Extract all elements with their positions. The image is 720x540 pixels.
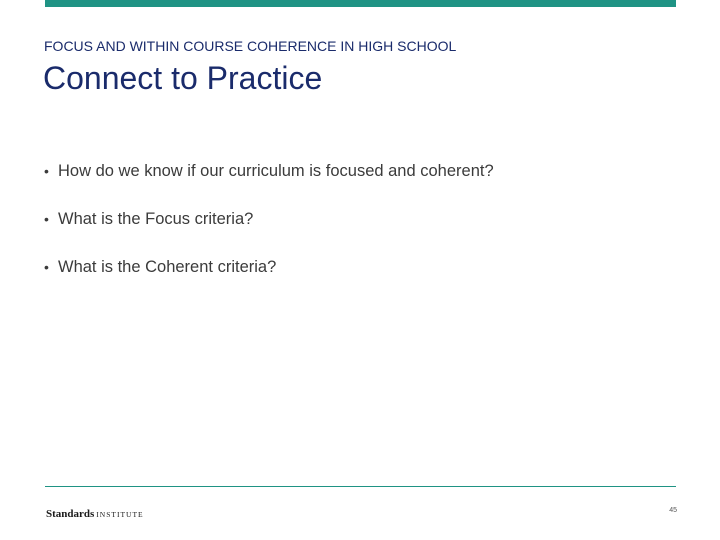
bullet-item — [44, 210, 494, 258]
bullet-item — [44, 258, 494, 306]
page-number: 45 — [669, 507, 677, 514]
bullet-dot-icon: • — [44, 259, 49, 275]
bullet-item — [44, 162, 494, 210]
bullet-text: What is the Coherent criteria? — [58, 258, 277, 276]
logo-word-standards: Standards — [46, 508, 95, 520]
bullet-text: What is the Focus criteria? — [58, 210, 254, 228]
logo-word-institute: INSTITUTE — [96, 510, 144, 519]
bullet-dot-icon: • — [44, 163, 49, 179]
bullet-text: How do we know if our curriculum is focused and coherent? — [58, 162, 494, 180]
bullet-dot-icon: • — [44, 211, 49, 227]
bullet-list — [44, 162, 494, 306]
top-accent-bar — [45, 0, 676, 7]
section-kicker: FOCUS AND WITHIN COURSE COHERENCE IN HIGH SCHOOL — [44, 38, 457, 54]
slide-title: Connect to Practice — [43, 60, 323, 96]
footer-divider — [45, 486, 676, 487]
standards-institute-logo — [46, 504, 144, 522]
